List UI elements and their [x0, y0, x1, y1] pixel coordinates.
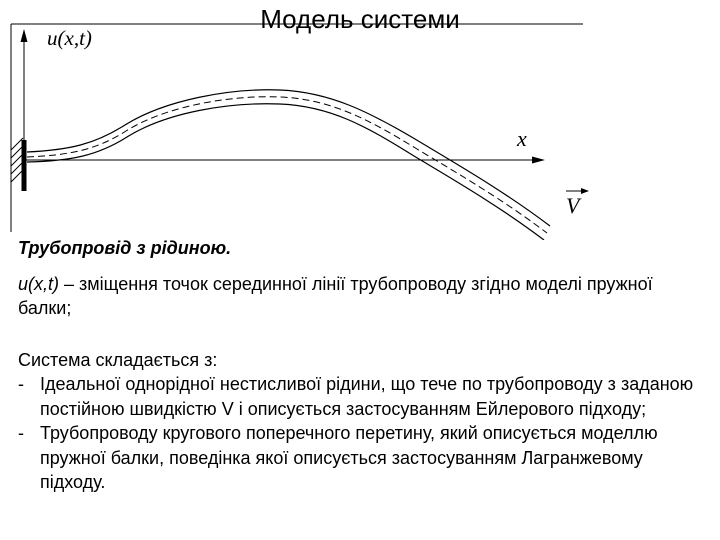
system-intro: Система складається з:: [18, 350, 218, 370]
u-axis-label: u(x,t): [47, 26, 92, 50]
list-dash: -: [18, 374, 24, 394]
fixed-support-wall: [22, 140, 27, 191]
list-item-text: Ідеальної однорідної нестисливої рідини, що тече по трубопроводу з заданою постійною швидкістю V і описується застосуванням Ейлерового підходу;: [40, 374, 694, 419]
definition-paragraph: [18, 272, 698, 320]
definition-text: – зміщення точок серединної лінії трубопроводу згідно моделі пружної балки;: [18, 274, 653, 318]
list-item: [18, 421, 698, 495]
pipe-wall-upper: [27, 90, 550, 226]
pipe-diagram: [0, 0, 720, 240]
list-item-text: Трубопроводу кругового поперечного перетину, який описується моделлю пружної балки, поведінка якої описується застосуванням Лагранжевому підходу.: [40, 423, 658, 492]
x-axis-arrow: [532, 157, 545, 164]
system-components-list: [18, 372, 698, 495]
slide-title: Модель системи: [260, 4, 460, 34]
velocity-vector-arrow: [581, 188, 589, 194]
definition-symbol: u(x,t): [18, 274, 60, 294]
list-dash: -: [18, 423, 24, 443]
list-item: [18, 372, 698, 421]
velocity-label: V: [566, 193, 580, 218]
pipe-centerline: [27, 97, 547, 233]
x-axis-label: x: [517, 126, 527, 151]
pipe-wall-lower: [27, 104, 544, 240]
fixed-support-hatching: [11, 138, 23, 182]
section-heading: Трубопровід з рідиною.: [18, 238, 232, 258]
